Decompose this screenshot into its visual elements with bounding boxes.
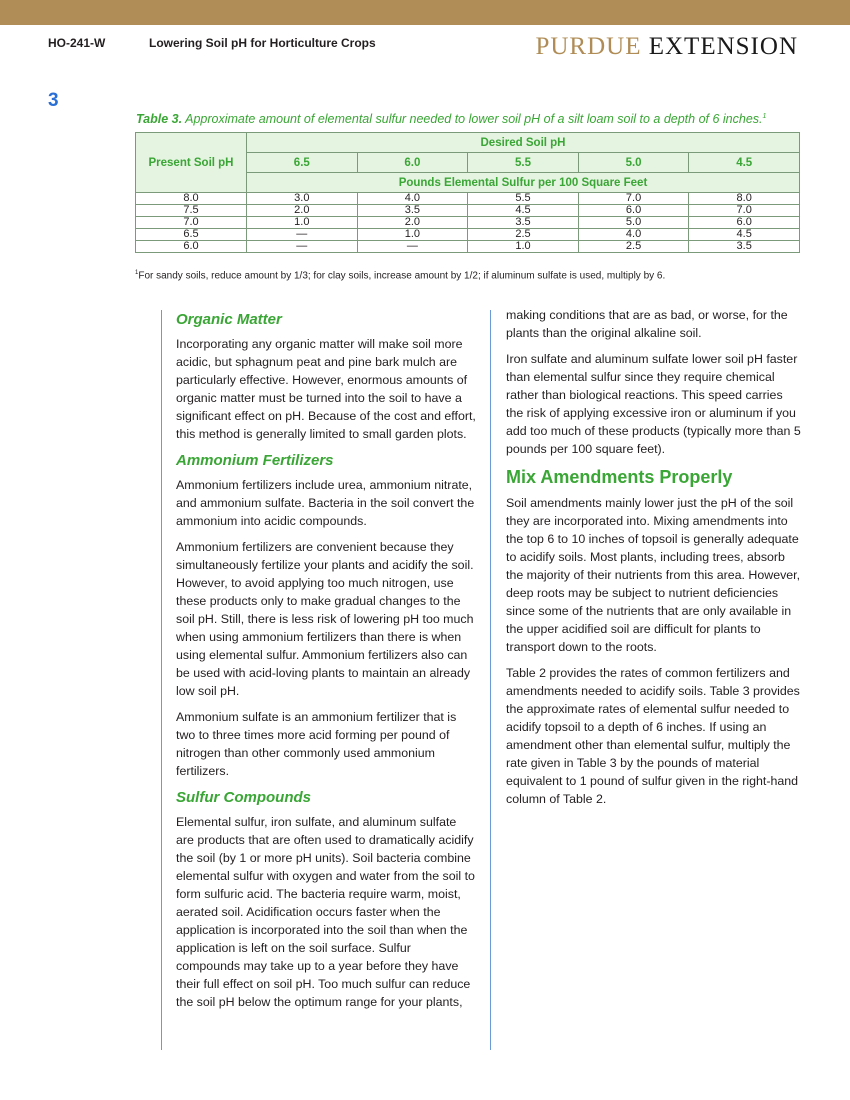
purdue-extension-logo (535, 33, 798, 61)
table-cell: 8.0 (136, 193, 247, 205)
table-caption (136, 112, 766, 126)
paragraph-iron-sulfate: Iron sulfate and aluminum sulfate lower soil pH faster than elemental sulfur since they require chemical rather than biological reactions. This speed carries the risk of applying excessive iron or aluminum if you add too much of these products (typically more than 5 pounds per 100 square feet). (506, 352, 801, 456)
table-cell: 6.0 (689, 217, 800, 229)
table-caption-text: Approximate amount of elemental sulfur needed to lower soil pH of a silt loam soil to a depth of 6 inches. (185, 112, 763, 126)
document-code: HO-241-W (48, 36, 106, 50)
heading-ammonium-fertilizers: Ammonium Fertilizers (176, 452, 334, 469)
table-cell: 4.0 (357, 193, 468, 205)
table-cell: 6.0 (136, 241, 247, 253)
table-cell: 3.5 (468, 217, 579, 229)
desired-ph-col: 4.5 (689, 153, 800, 173)
table-caption-footmark: 1 (762, 112, 767, 120)
table-cell: 5.0 (578, 217, 689, 229)
table-cell: — (247, 229, 358, 241)
table-cell: 3.0 (247, 193, 358, 205)
desired-ph-col: 6.5 (247, 153, 358, 173)
desired-ph-col: 5.5 (468, 153, 579, 173)
table-footnote (135, 270, 665, 281)
paragraph-ammonium-3: Ammonium sulfate is an ammonium fertilizer that is two to three times more acid forming per pound of nitrogen than other commonly used ammonium fertilizers. (176, 710, 457, 778)
left-column (176, 306, 476, 1019)
desired-ph-col: 6.0 (357, 153, 468, 173)
footnote-mark: 1 (135, 270, 139, 276)
heading-organic-matter: Organic Matter (176, 311, 282, 328)
table-row (136, 205, 800, 217)
paragraph-continued: making conditions that are as bad, or worse, for the plants than the original alkaline soil. (506, 308, 788, 340)
table-cell: — (357, 241, 468, 253)
table-cell: 6.5 (136, 229, 247, 241)
page-number: 3 (48, 90, 59, 111)
table-cell: — (247, 241, 358, 253)
desired-ph-header: Desired Soil pH (247, 133, 800, 153)
desired-ph-col: 5.0 (578, 153, 689, 173)
footnote-text: For sandy soils, reduce amount by 1/3; for clay soils, increase amount by 1/2; if aluminum sulfate is used, multiply by 6. (138, 270, 666, 282)
paragraph-sulfur: Elemental sulfur, iron sulfate, and aluminum sulfate are products that are often used to dramatically acidify the soil (by 1 or more pH units). Soil bacteria combine elemental sulfur with oxygen and water from the soil to form sulfuric acid. The bacteria require warm, moist, aerated soil. Acidification occurs faster when the application is incorporated into the soil than when the application is left on the soil surface. Sulfur compounds may take up to a year before they have their full effect on soil pH. Too much sulfur can reduce the soil pH below the optimum range for your plants, (176, 815, 475, 1009)
table-row (136, 241, 800, 253)
paragraph-organic: Incorporating any organic matter will make soil more acidic, but sphagnum peat and pine bark mulch are particularly effective. However, enormous amounts of organic matter must be turned into the soil to have a significant effect on pH. Because of the cost and effort, this method is generally limited to small garden plots. (176, 337, 476, 441)
brand-extension: EXTENSION (648, 33, 798, 60)
paragraph-mix-1: Soil amendments mainly lower just the pH of the soil they are incorporated into. Mixing amendments into the top 6 to 10 inches of topsoil is generally adequate to acidify soils. Most plants, including trees, absorb the majority of their nutrients from this area. However, deep roots may be subject to nutrient deficiencies since some of the nutrients that are only available in the upper acidified soil are difficult for plants to transport down to the roots. (506, 496, 801, 654)
table-row (136, 193, 800, 205)
sulfur-table (135, 132, 800, 253)
units-header: Pounds Elemental Sulfur per 100 Square Feet (247, 173, 800, 193)
table-cell: 3.5 (357, 205, 468, 217)
table-cell: 7.0 (578, 193, 689, 205)
paragraph-ammonium-1: Ammonium fertilizers include urea, ammonium nitrate, and ammonium sulfate. Bacteria in the soil convert the ammonium into acidic compounds. (176, 478, 475, 528)
table-caption-label: Table 3. (136, 112, 183, 126)
paragraph-mix-2: Table 2 provides the rates of common fertilizers and amendments needed to acidify soils. Table 3 provides the approximate rates of elemental sulfur needed to acidify topsoil to a depth of 6 inches. If using an amendment other than elemental sulfur, multiply the rate given in Table 3 by the pounds of material equivalent to 1 pound of sulfur given in the right-hand column of Table 2. (506, 666, 800, 806)
table-cell: 4.5 (689, 229, 800, 241)
table-cell: 2.0 (247, 205, 358, 217)
table-cell: 7.5 (136, 205, 247, 217)
left-column-rule (161, 310, 162, 1050)
brand-purdue: PURDUE (535, 33, 642, 60)
paragraph-ammonium-2: Ammonium fertilizers are convenient because they simultaneously fertilize your plants and acidify the soil. However, to avoid applying too much nitrogen, use these products only to make gradual changes to the soil pH. Still, there is less risk of lowering pH too much when using ammonium fertilizers than there is when using elemental sulfur. Ammonium fertilizers also can be used with acid-loving plants to maintain an already low soil pH. (176, 540, 474, 698)
right-column (506, 306, 802, 816)
table-cell: 2.0 (357, 217, 468, 229)
table-cell: 1.0 (357, 229, 468, 241)
table-cell: 7.0 (689, 205, 800, 217)
top-color-bar (0, 0, 850, 25)
table-cell: 4.0 (578, 229, 689, 241)
table-row (136, 229, 800, 241)
table-cell: 2.5 (468, 229, 579, 241)
table-row (136, 217, 800, 229)
table-cell: 2.5 (578, 241, 689, 253)
table-cell: 4.5 (468, 205, 579, 217)
table-cell: 3.5 (689, 241, 800, 253)
table-cell: 8.0 (689, 193, 800, 205)
document-title: Lowering Soil pH for Horticulture Crops (149, 36, 376, 50)
table-cell: 6.0 (578, 205, 689, 217)
heading-sulfur-compounds: Sulfur Compounds (176, 789, 311, 806)
table-cell: 1.0 (468, 241, 579, 253)
present-ph-header: Present Soil pH (136, 133, 247, 193)
table-cell: 7.0 (136, 217, 247, 229)
right-column-rule (490, 310, 491, 1050)
heading-mix-amendments: Mix Amendments Properly (506, 467, 733, 487)
table-cell: 1.0 (247, 217, 358, 229)
table-cell: 5.5 (468, 193, 579, 205)
